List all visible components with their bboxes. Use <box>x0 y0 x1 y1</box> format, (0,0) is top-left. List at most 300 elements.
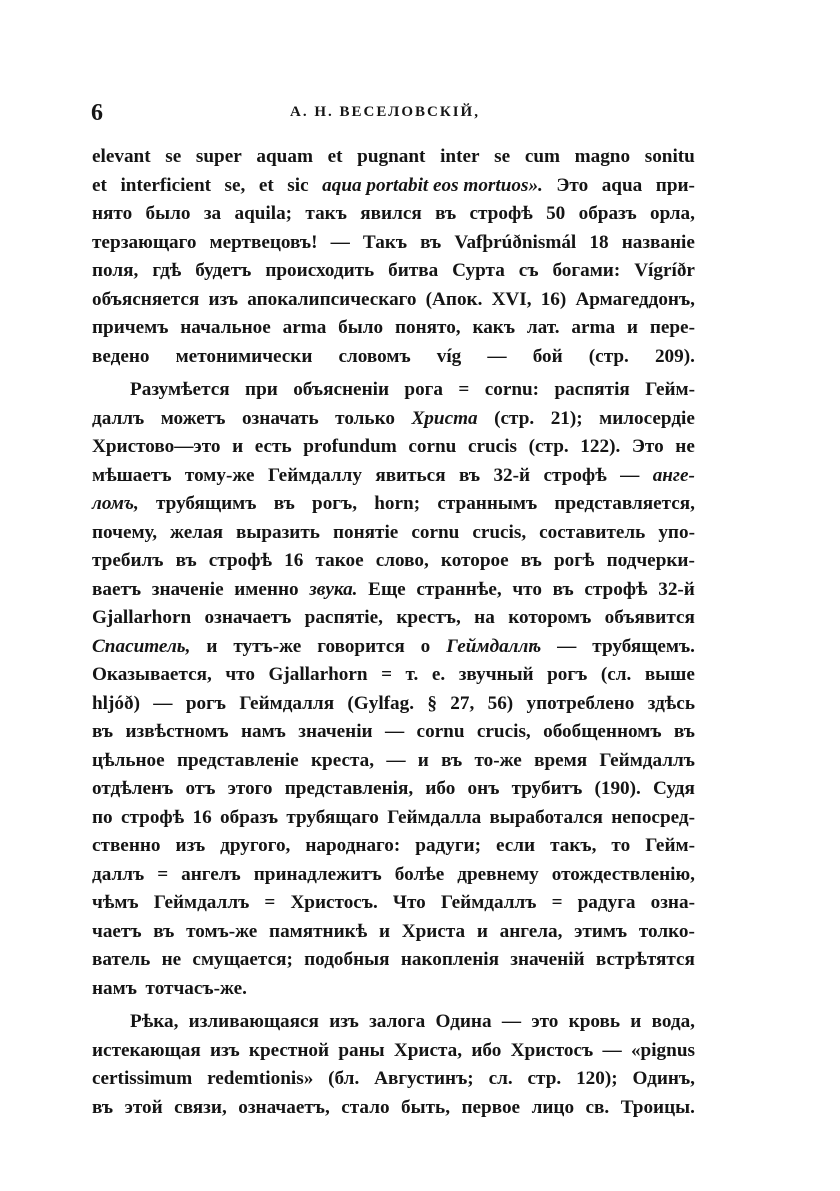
word: богами: <box>552 260 621 281</box>
word: стр. <box>527 1068 562 1089</box>
word: будетъ <box>195 260 252 281</box>
word: подчерки- <box>606 550 695 571</box>
word: цѣльное <box>92 749 165 771</box>
word: super <box>195 146 242 167</box>
word: arma <box>282 317 327 338</box>
text-line <box>92 1008 695 1037</box>
word: рогъ <box>547 664 588 685</box>
word: — <box>384 721 405 742</box>
word: cornu <box>411 521 460 543</box>
word: звучный <box>458 664 534 685</box>
word: Gjallarhorn <box>92 607 192 628</box>
word: Геймдалла <box>387 806 482 828</box>
word: Армагеддонъ, <box>575 288 695 310</box>
word: = <box>458 379 470 400</box>
word: — <box>602 1039 622 1061</box>
word: что <box>512 578 542 600</box>
word: если <box>496 835 536 856</box>
page-number: 6 <box>91 100 103 126</box>
word: креста, <box>310 749 375 771</box>
word: истекающая <box>92 1039 201 1061</box>
text-line <box>92 1094 695 1123</box>
word: Gjallarhorn <box>268 664 368 685</box>
word: рогъ, <box>312 493 357 514</box>
word: въ <box>673 721 695 742</box>
word: гдѣ <box>152 260 182 281</box>
word: радуга <box>577 892 636 913</box>
word: sonitu <box>644 146 695 167</box>
word: Христа <box>411 407 478 429</box>
word: въ <box>441 749 463 771</box>
word: Vafþrúðnismál <box>454 231 577 253</box>
word: звука. <box>309 578 358 600</box>
word: cornu <box>416 721 465 742</box>
word: вода, <box>651 1011 695 1032</box>
word: причемъ <box>92 317 169 338</box>
running-head: А. Н. ВЕСЕЛОВСКІЙ, <box>290 104 480 120</box>
word: крестной <box>248 1039 330 1061</box>
word: значеніи <box>298 721 373 742</box>
word: апокалипсическаго <box>247 288 417 310</box>
word: (стр. <box>588 345 629 367</box>
word: Спаситель, <box>92 635 191 657</box>
word: мѣшаетъ <box>92 464 172 486</box>
word: se, <box>224 174 246 196</box>
text-line <box>92 462 695 491</box>
text-line <box>92 775 695 804</box>
word: отдѣленъ <box>92 778 174 799</box>
word: et <box>258 174 274 196</box>
word: въ <box>420 231 442 253</box>
text-line <box>92 229 695 258</box>
word: означать <box>241 407 319 429</box>
text-line <box>92 433 695 462</box>
word: 122). <box>580 436 621 457</box>
word: трубитъ <box>511 778 583 799</box>
word: лат. <box>526 317 560 338</box>
word: въ <box>435 203 457 224</box>
word: crucis <box>467 436 517 457</box>
word: представленія, <box>284 778 414 799</box>
word: анге- <box>652 464 695 486</box>
word: страннѣе, <box>416 578 502 600</box>
word: Геймдаллъ <box>440 892 537 913</box>
word: ваетъ <box>92 578 142 600</box>
word: такое <box>315 550 364 571</box>
word: не <box>675 436 695 457</box>
word: терзающаго <box>92 231 197 253</box>
word: и <box>630 1011 642 1032</box>
word: cum <box>524 146 560 167</box>
text-line <box>92 172 695 201</box>
text-line <box>92 1065 695 1094</box>
word: понятіе <box>332 521 399 543</box>
word: понято, <box>394 317 461 338</box>
word: чѣмъ <box>92 892 139 913</box>
word: profundum <box>303 436 397 457</box>
word: (стр. <box>494 407 535 429</box>
word: подобныя <box>304 949 390 970</box>
word: 27, <box>450 692 475 714</box>
text-line <box>92 519 695 548</box>
word: ангелъ <box>181 863 241 885</box>
paragraph <box>92 143 695 371</box>
word: Геймдаллъ <box>599 749 695 771</box>
word: выразить <box>235 521 320 543</box>
word: можетъ <box>160 407 226 429</box>
word: Гейм- <box>645 379 695 400</box>
word: словомъ <box>338 345 411 367</box>
word: почему, <box>92 521 158 543</box>
word: aquila; <box>234 203 293 224</box>
paragraph <box>92 376 695 1003</box>
word: извѣстномъ <box>125 721 229 742</box>
word: что <box>225 664 255 685</box>
word: сл. <box>488 1068 513 1089</box>
text-line <box>92 490 695 519</box>
word: sic <box>287 174 309 196</box>
word: принадлежитъ <box>253 863 382 885</box>
body-text <box>92 143 695 1122</box>
text-line <box>92 257 695 286</box>
word: милосердіе <box>599 407 695 429</box>
word: при- <box>655 174 695 196</box>
word: залога <box>369 1011 426 1032</box>
word: памятникѣ <box>269 920 368 942</box>
word: составитель <box>539 521 646 543</box>
word: распятія <box>554 379 630 400</box>
word: кровь <box>568 1011 620 1032</box>
word: 16) <box>540 288 567 310</box>
word: то <box>611 835 631 856</box>
word: т. <box>405 664 419 685</box>
word: быть, <box>401 1096 450 1118</box>
word: horn; <box>374 493 421 514</box>
word: по <box>92 806 113 828</box>
word: такъ <box>305 203 347 224</box>
word: не <box>161 949 182 970</box>
word: пере- <box>649 317 695 338</box>
word: — <box>487 345 507 367</box>
word: pugnant <box>357 146 426 167</box>
word: (сл. <box>600 664 632 685</box>
word: изливающаяся <box>188 1011 319 1032</box>
word: Что <box>392 892 426 913</box>
word: какъ <box>472 317 516 338</box>
word: народнаго: <box>305 835 401 856</box>
word: Христосъ <box>510 1039 594 1061</box>
word: распятіе, <box>304 607 383 628</box>
word: означаетъ <box>204 607 292 628</box>
word: битва <box>388 260 439 281</box>
word: встрѣтятся <box>595 949 695 970</box>
text-line <box>92 576 695 605</box>
word: желая <box>170 521 223 543</box>
word: строфѣ <box>469 203 533 224</box>
word: при <box>245 379 278 400</box>
word: Геймдалля <box>239 692 335 714</box>
word: изъ <box>175 835 206 856</box>
word: Это <box>556 174 589 196</box>
word: ибо <box>425 778 456 799</box>
word: только <box>335 407 395 429</box>
word: изъ <box>208 288 239 310</box>
word: выше <box>644 664 695 685</box>
word: другого, <box>220 835 291 856</box>
word: и <box>417 749 429 771</box>
word: и <box>206 635 218 657</box>
text-line <box>92 718 695 747</box>
word: связи, <box>174 1096 227 1118</box>
word: тутъ-же <box>233 635 302 657</box>
text-line <box>92 343 695 372</box>
word: рога <box>404 379 443 400</box>
word: se <box>165 146 182 167</box>
word: cornu <box>408 436 457 457</box>
word: 120); <box>576 1068 618 1089</box>
word: страннымъ <box>437 493 538 514</box>
word: (Апок. <box>425 288 483 310</box>
word: Христосъ. <box>290 892 378 913</box>
word: — <box>330 231 350 253</box>
text-line <box>92 946 695 975</box>
word: ственно <box>92 835 161 856</box>
word: 18 <box>589 231 609 253</box>
word: и <box>476 920 488 942</box>
word: явиться <box>375 464 446 486</box>
word: и <box>378 920 391 942</box>
word: = <box>551 892 563 913</box>
word: = <box>381 664 393 685</box>
word: hljóð) <box>92 692 140 714</box>
word: трубящимъ <box>156 493 257 514</box>
word: (стр. <box>528 436 569 457</box>
word: cornu: <box>484 379 540 400</box>
word: намъ <box>240 721 286 742</box>
word: строфѣ <box>208 550 273 571</box>
word: рогѣ <box>553 550 595 571</box>
word: толко- <box>638 920 695 942</box>
word: болѣе <box>394 863 445 885</box>
word: Vígríðr <box>634 260 695 281</box>
word: crucis, <box>476 721 531 742</box>
word: здѣсь <box>647 692 695 714</box>
word: раны <box>338 1039 385 1061</box>
word: Судя <box>653 778 695 799</box>
word: Одина <box>435 1011 492 1032</box>
word: въ <box>273 493 295 514</box>
word: стало <box>341 1096 390 1118</box>
word: орла, <box>649 203 695 224</box>
word: Такъ <box>362 231 408 253</box>
word: рогъ <box>185 692 226 714</box>
word: лицо <box>531 1096 575 1118</box>
word: отъ <box>185 778 216 799</box>
word: (Gylfag. <box>347 692 415 714</box>
word: намъ <box>92 977 137 999</box>
word: — <box>153 692 173 714</box>
word: aqua <box>601 174 643 196</box>
word: 32-й <box>658 578 695 600</box>
word: въ <box>92 721 114 742</box>
word: въ <box>153 920 175 942</box>
word: объясняется <box>92 288 200 310</box>
word: Христово—это <box>92 436 221 457</box>
word: и <box>232 436 244 457</box>
word: Разумѣется <box>130 379 230 400</box>
word: за <box>203 203 222 224</box>
word: Сурта <box>452 260 505 281</box>
word: изъ <box>210 1039 240 1061</box>
word: происходить <box>265 260 375 281</box>
word: Геймдаллъ <box>153 892 250 913</box>
word: строфѣ <box>543 464 607 486</box>
word: въ <box>552 578 574 600</box>
word: XVI, <box>491 288 532 310</box>
word: Христа, <box>393 1039 463 1061</box>
word: съ <box>518 260 539 281</box>
word: inter <box>440 146 480 167</box>
word: томъ-же <box>186 920 258 942</box>
word: въ <box>92 1096 114 1118</box>
text-line <box>92 376 695 405</box>
word: Геймдаллѣ <box>446 635 542 657</box>
word: е. <box>431 664 446 685</box>
word: о <box>420 635 431 657</box>
word: Геймдаллу <box>267 464 362 486</box>
word: — <box>620 464 640 486</box>
word: elevant <box>92 146 151 167</box>
word: строфѣ <box>584 578 648 600</box>
word: = <box>157 863 169 885</box>
word: ломъ, <box>92 493 139 514</box>
text-line <box>92 604 695 633</box>
word: (190). <box>594 778 641 799</box>
word: тотчасъ-же. <box>145 977 247 999</box>
word: 56) <box>487 692 514 714</box>
word: Еще <box>368 578 406 600</box>
word: чаетъ <box>92 920 142 942</box>
word: ведено <box>92 345 150 367</box>
word: (бл. <box>328 1068 360 1089</box>
word: требилъ <box>92 550 164 571</box>
word: начальное <box>180 317 271 338</box>
word: ватель <box>92 949 151 970</box>
word: время <box>534 749 588 771</box>
word: бой <box>532 345 563 367</box>
word: значеніе <box>151 578 224 600</box>
word: обобщенномъ <box>543 721 662 742</box>
text-line <box>92 918 695 947</box>
word: древнему <box>457 863 539 885</box>
word: redemtionis» <box>207 1068 314 1089</box>
word: certissimum <box>92 1068 193 1089</box>
word: ангела, <box>499 920 563 942</box>
word: 16 <box>192 806 212 828</box>
word: въ <box>458 464 481 486</box>
word: явился <box>360 203 422 224</box>
word: непосред- <box>611 806 695 828</box>
word: Августинъ; <box>374 1068 474 1089</box>
word: есть <box>254 436 292 457</box>
text-line <box>92 747 695 776</box>
word: именно <box>234 578 299 600</box>
text-line <box>92 661 695 690</box>
word: это <box>531 1011 559 1032</box>
word: употреблено <box>526 692 635 714</box>
word: такъ, <box>550 835 597 856</box>
word: отождествленію, <box>551 863 695 885</box>
word: на <box>474 607 495 628</box>
word: образъ <box>220 806 279 828</box>
word: которое <box>440 550 509 571</box>
text-line <box>92 861 695 890</box>
word: interficient <box>120 174 212 196</box>
word: — <box>386 749 406 771</box>
word: означаетъ, <box>238 1096 330 1118</box>
word: et <box>92 174 107 196</box>
paragraph <box>92 1008 695 1122</box>
word: названіе <box>621 231 695 253</box>
word: crucis, <box>472 521 527 543</box>
text-line <box>92 314 695 343</box>
word: онъ <box>467 778 500 799</box>
word: накопленія <box>400 949 499 970</box>
word: строфѣ <box>120 806 185 828</box>
word: выработался <box>489 806 603 828</box>
word: въ <box>520 550 542 571</box>
word: трубящемъ. <box>592 635 695 657</box>
text-line <box>92 286 695 315</box>
word: aqua portabit eos mortuos». <box>322 174 543 196</box>
word: слово, <box>375 550 429 571</box>
word: 50 <box>546 203 566 224</box>
word: 16 <box>284 550 304 571</box>
text-line <box>92 405 695 434</box>
word: et <box>327 146 343 167</box>
text-line <box>92 1037 695 1066</box>
word: — <box>557 635 577 657</box>
word: 21); <box>550 407 583 429</box>
word: мертвецовъ! <box>209 231 318 253</box>
word: значеній <box>510 949 585 970</box>
word: озна- <box>650 892 695 913</box>
word: Рѣка, <box>130 1011 179 1032</box>
word: изъ <box>329 1011 359 1032</box>
text-line <box>92 690 695 719</box>
word: этимъ <box>574 920 628 942</box>
word: было <box>145 203 191 224</box>
word: поля, <box>92 260 139 281</box>
word: Одинъ, <box>632 1068 695 1089</box>
word: víg <box>436 345 462 367</box>
word: которомъ <box>508 607 592 628</box>
word: даллъ <box>92 407 145 429</box>
word: aquam <box>256 146 313 167</box>
word: magno <box>574 146 631 167</box>
text-line <box>92 889 695 918</box>
word: объявится <box>604 607 695 628</box>
word: образъ <box>578 203 637 224</box>
word: говорится <box>317 635 405 657</box>
word: представленіе <box>176 749 299 771</box>
word: 32-й <box>493 464 531 486</box>
text-line <box>92 143 695 172</box>
word: нято <box>92 203 133 224</box>
word: «pignus <box>630 1039 695 1061</box>
word: arma <box>571 317 616 338</box>
word: se <box>494 146 511 167</box>
